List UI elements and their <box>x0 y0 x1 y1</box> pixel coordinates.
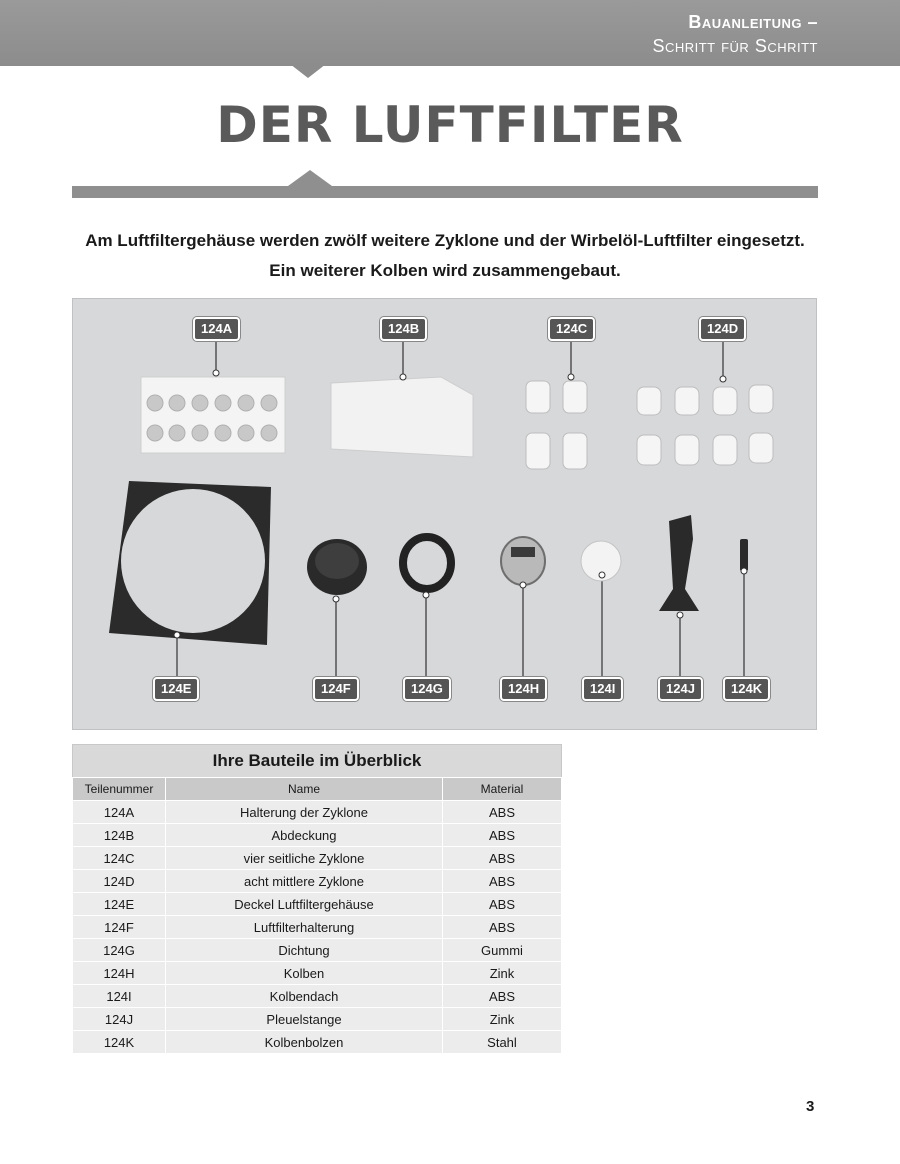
title-rule-notch <box>288 170 332 186</box>
cell-material: Zink <box>443 962 562 985</box>
column-header-part-number: Teilenummer <box>73 778 166 801</box>
cell-name: Deckel Luftfiltergehäuse <box>166 893 443 916</box>
cell-material: ABS <box>443 916 562 939</box>
label-124a: 124A <box>193 317 240 341</box>
header-title-line2: Schritt für Schritt <box>652 36 818 56</box>
table-row <box>73 916 562 939</box>
column-header-material: Material <box>443 778 562 801</box>
title-rule <box>72 186 818 198</box>
cell-part-number: 124C <box>73 847 166 870</box>
header-title-line1: Bauanleitung – <box>688 12 818 32</box>
label-124j: 124J <box>658 677 703 701</box>
label-124i: 124I <box>582 677 623 701</box>
cell-part-number: 124F <box>73 916 166 939</box>
page-title: DER LUFTFILTER <box>216 96 684 154</box>
cell-name: Kolbendach <box>166 985 443 1008</box>
cell-material: ABS <box>443 847 562 870</box>
cell-part-number: 124I <box>73 985 166 1008</box>
label-124b: 124B <box>380 317 427 341</box>
cell-material: ABS <box>443 893 562 916</box>
cell-part-number: 124K <box>73 1031 166 1054</box>
cell-material: ABS <box>443 870 562 893</box>
cell-name: acht mittlere Zyklone <box>166 870 443 893</box>
table-row <box>73 1031 562 1054</box>
cell-part-number: 124D <box>73 870 166 893</box>
cell-part-number: 124H <box>73 962 166 985</box>
table-row <box>73 962 562 985</box>
label-124e: 124E <box>153 677 199 701</box>
cell-part-number: 124E <box>73 893 166 916</box>
table-row <box>73 801 562 824</box>
label-124d: 124D <box>699 317 746 341</box>
cell-part-number: 124B <box>73 824 166 847</box>
cell-material: ABS <box>443 801 562 824</box>
header-banner-notch <box>290 64 326 78</box>
label-124c: 124C <box>548 317 595 341</box>
parts-illustration <box>73 299 818 731</box>
part-124a-shape <box>141 377 285 453</box>
cell-material: ABS <box>443 824 562 847</box>
cell-name: Halterung der Zyklone <box>166 801 443 824</box>
label-124f: 124F <box>313 677 359 701</box>
parts-table <box>72 744 562 1054</box>
cell-material: Stahl <box>443 1031 562 1054</box>
parts-photo <box>72 298 817 730</box>
table-row <box>73 824 562 847</box>
cell-material: ABS <box>443 985 562 1008</box>
page-number: 3 <box>806 1098 815 1115</box>
table-row <box>73 847 562 870</box>
label-124h: 124H <box>500 677 547 701</box>
cell-name: Pleuelstange <box>166 1008 443 1031</box>
table-header-row <box>73 778 562 801</box>
part-124b-shape <box>331 377 473 457</box>
table-row <box>73 985 562 1008</box>
cell-material: Gummi <box>443 939 562 962</box>
cell-name: Dichtung <box>166 939 443 962</box>
parts-table-caption: Ihre Bauteile im Überblick <box>72 744 562 777</box>
cell-name: Abdeckung <box>166 824 443 847</box>
cell-material: Zink <box>443 1008 562 1031</box>
table-row <box>73 893 562 916</box>
parts-table-body <box>73 801 562 1054</box>
table-row <box>73 1008 562 1031</box>
intro-text: Am Luftfiltergehäuse werden zwölf weitere Zyklone und der Wirbelöl-Luftfilter eingesetzt. Ein weiterer Kolben wird zusammengebaut. <box>85 231 805 280</box>
cell-part-number: 124A <box>73 801 166 824</box>
column-header-name: Name <box>166 778 443 801</box>
table-row <box>73 939 562 962</box>
cell-part-number: 124J <box>73 1008 166 1031</box>
cell-name: Kolben <box>166 962 443 985</box>
cell-part-number: 124G <box>73 939 166 962</box>
label-124g: 124G <box>403 677 451 701</box>
label-124k: 124K <box>723 677 770 701</box>
cell-name: Kolbenbolzen <box>166 1031 443 1054</box>
cell-name: vier seitliche Zyklone <box>166 847 443 870</box>
table-row <box>73 870 562 893</box>
cell-name: Luftfilterhalterung <box>166 916 443 939</box>
header-title <box>652 10 818 58</box>
